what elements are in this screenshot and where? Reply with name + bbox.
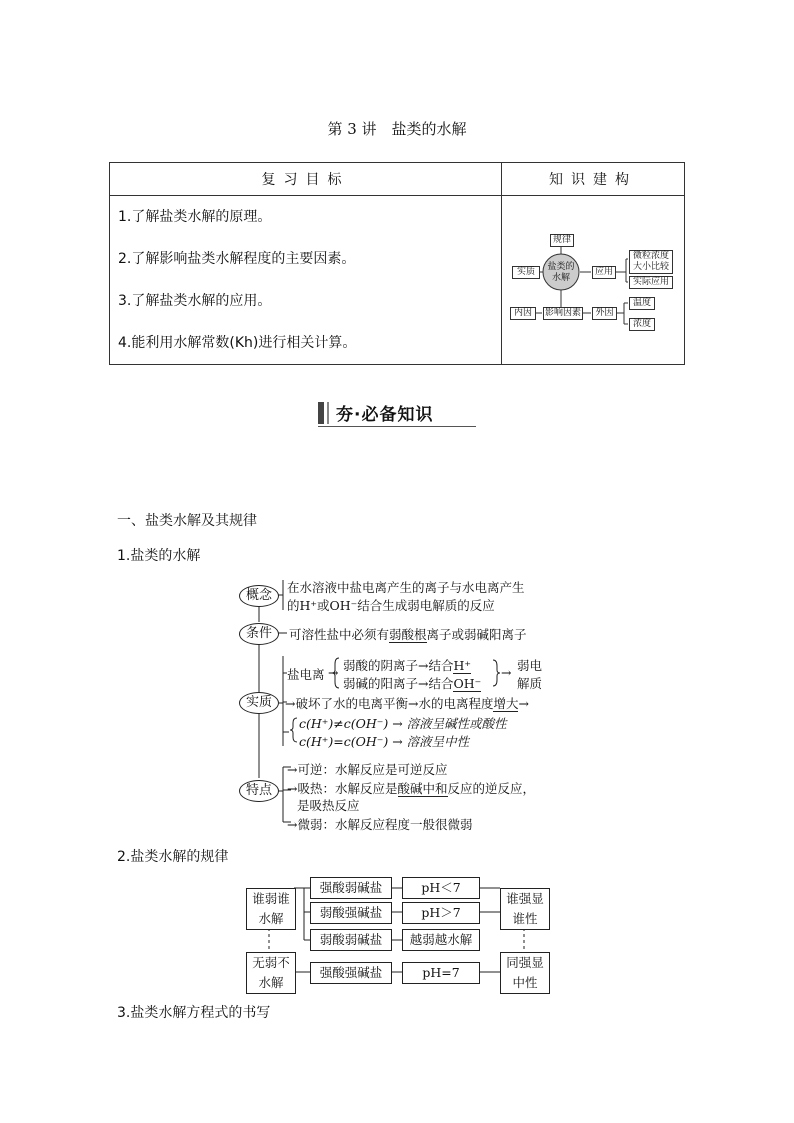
feature-endothermic-2: 是吸热反应 bbox=[297, 798, 360, 813]
increase-text: 增大 bbox=[493, 696, 519, 711]
condition-text-c: 离子或弱碱阳离子 bbox=[426, 627, 527, 642]
banner-bar bbox=[318, 402, 324, 424]
ph-box: pH＞7 bbox=[402, 902, 480, 924]
salt-box: 弱酸弱碱盐 bbox=[310, 929, 392, 951]
goals-cell bbox=[110, 196, 502, 365]
goal-item: 1.了解盐类水解的原理。 bbox=[118, 209, 272, 225]
weak-acid-row bbox=[343, 656, 471, 674]
f2c: 反应的逆反应， bbox=[447, 781, 536, 796]
map-apply: 应用 bbox=[592, 266, 616, 279]
weak-elec-1: 弱电 bbox=[517, 658, 543, 673]
map-header: 知识建构 bbox=[502, 163, 685, 196]
neq-line: c(H⁺)≠c(OH⁻) → 溶液呈碱性或酸性 bbox=[299, 716, 507, 731]
feature-weak: →微弱：水解反应程度一般很微弱 bbox=[287, 817, 473, 832]
map-compare: 微粒浓度大小比较 bbox=[629, 250, 673, 274]
rules-diagram bbox=[244, 874, 554, 994]
subheading-rules: 2.盐类水解的规律 bbox=[117, 849, 229, 865]
condition-text bbox=[289, 625, 527, 643]
map-rule: 规律 bbox=[550, 234, 574, 247]
essence-oval: 实质 bbox=[239, 692, 279, 714]
concept-oval: 概念 bbox=[239, 585, 279, 607]
map-inner: 内因 bbox=[510, 307, 536, 320]
break-equilibrium: →破坏了水的电离平衡→水的电离程度增大→ bbox=[285, 696, 529, 711]
goals-table bbox=[109, 162, 685, 365]
map-conc: 浓度 bbox=[629, 318, 655, 331]
same-strong-box: 同强显中性 bbox=[500, 952, 550, 994]
map-essence: 实质 bbox=[512, 266, 540, 279]
salt-box: 强酸弱碱盐 bbox=[310, 877, 392, 899]
banner-bar-thin bbox=[327, 402, 329, 424]
salt-ionize-arrow: → bbox=[328, 665, 339, 680]
goal-item: 3.了解盐类水解的应用。 bbox=[118, 293, 272, 309]
feature-weak-text: 微弱：水解反应程度一般很微弱 bbox=[297, 817, 473, 832]
condition-text-a: 可溶性盐中必须有 bbox=[289, 627, 390, 642]
weak-acid-anion: 弱酸的阴离子→结合 bbox=[343, 658, 454, 673]
no-weak-box: 无弱不水解 bbox=[246, 952, 296, 994]
salt-box: 强酸强碱盐 bbox=[310, 962, 392, 984]
ph-box: pH＜7 bbox=[402, 877, 480, 899]
section-banner bbox=[318, 398, 476, 427]
f2b: 酸碱中和 bbox=[397, 781, 448, 796]
who-strong-box: 谁强显谁性 bbox=[500, 888, 550, 930]
oh-minus: OH⁻ bbox=[453, 676, 482, 691]
who-weak-box: 谁弱谁水解 bbox=[246, 888, 296, 930]
concept-text-line2: 的H⁺或OH⁻结合生成弱电解质的反应 bbox=[287, 598, 495, 613]
weak-base-row bbox=[343, 674, 481, 692]
page-title: 第 3 讲 盐类的水解 bbox=[327, 120, 467, 138]
weak-elec-arrow: → bbox=[501, 665, 512, 680]
goal-item: 2.了解影响盐类水解程度的主要因素。 bbox=[118, 251, 356, 267]
subheading-equation: 3.盐类水解方程式的书写 bbox=[117, 1005, 271, 1021]
ph-box: pH=7 bbox=[402, 962, 480, 984]
map-center: 盐类的水解 bbox=[547, 262, 575, 283]
feature-reversible-text: 可逆：水解反应是可逆反应 bbox=[297, 762, 448, 777]
feature-endothermic: →吸热：水解反应是酸碱中和反应的逆反应， bbox=[287, 781, 536, 796]
banner-text: 夯·必备知识 bbox=[336, 405, 434, 425]
weak-elec-2: 解质 bbox=[517, 676, 543, 691]
concept-text-line1: 在水溶液中盐电离产生的离子与水电离产生 bbox=[287, 580, 525, 595]
map-outer: 外因 bbox=[592, 307, 617, 320]
map-practical: 实际应用 bbox=[629, 276, 673, 289]
hydrolysis-diagram bbox=[235, 576, 565, 834]
salt-box: 弱酸强碱盐 bbox=[310, 902, 392, 924]
eq-line: c(H⁺)=c(OH⁻) → 溶液呈中性 bbox=[299, 734, 470, 749]
knowledge-map-cell bbox=[502, 196, 685, 365]
condition-oval: 条件 bbox=[239, 623, 279, 645]
goal-item: 4.能利用水解常数(Kh)进行相关计算。 bbox=[118, 335, 357, 351]
map-temp: 温度 bbox=[629, 297, 655, 310]
goals-header: 复习目标 bbox=[110, 163, 502, 196]
salt-ionize: 盐电离 bbox=[287, 667, 325, 682]
ph-box: 越弱越水解 bbox=[402, 929, 480, 951]
h-plus: H⁺ bbox=[453, 658, 471, 673]
section-heading: 一、盐类水解及其规律 bbox=[117, 513, 257, 529]
f2a: 吸热：水解反应是 bbox=[297, 781, 398, 796]
weak-base-cation: 弱碱的阳离子→结合 bbox=[343, 676, 454, 691]
condition-text-b: 弱酸根 bbox=[389, 627, 427, 642]
feature-oval: 特点 bbox=[239, 780, 279, 802]
map-factors: 影响因素 bbox=[544, 308, 581, 318]
subheading-hydrolysis: 1.盐类的水解 bbox=[117, 548, 201, 564]
break-text: →破坏了水的电离平衡→水的电离程度 bbox=[285, 696, 494, 711]
feature-reversible: →可逆：水解反应是可逆反应 bbox=[287, 762, 448, 777]
